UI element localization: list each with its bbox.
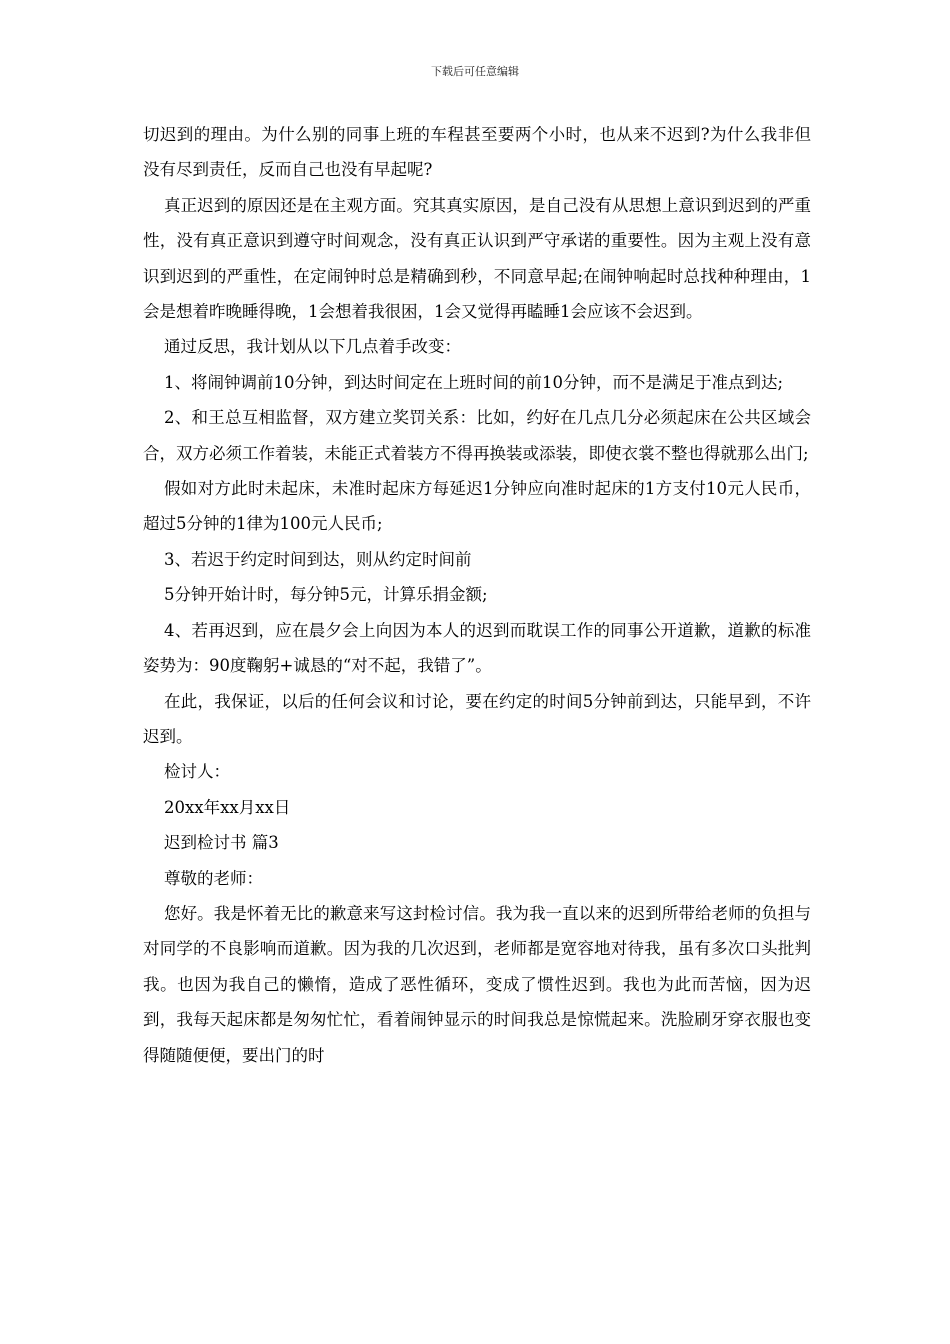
- paragraph-promise: 在此，我保证，以后的任何会议和讨论，要在约定的时间5分钟前到达，只能早到，不许迟到。: [143, 691, 811, 746]
- page-header-note: 下载后可任意编辑: [431, 65, 519, 78]
- salutation: 尊敬的老师：: [164, 868, 263, 888]
- paragraph-plan-intro: 通过反思，我计划从以下几点着手改变：: [164, 337, 461, 357]
- plan-item-4: 4、若再迟到，应在晨夕会上向因为本人的迟到而耽误工作的同事公开道歉，道歉的标准姿势为：90度鞠躬+诚恳的“对不起，我错了”。: [143, 620, 811, 676]
- paragraph-cause: 真正迟到的原因还是在主观方面。究其真实原因，是自己没有从思想上意识到迟到的严重性，没有真正意识到遵守时间观念，没有真正认识到严守承诺的重要性。因为主观上没有意识到迟到的严重性，在定闹钟时总是精确到秒，不同意早起;在闹钟响起时总找种种理由，1会是想着昨晚睡得晚，1会想着我很困，1会又觉得再瞌睡1会应该不会迟到。: [143, 195, 811, 322]
- paragraph-letter-body: 您好。我是怀着无比的歉意来写这封检讨信。我为我一直以来的迟到所带给老师的负担与对同学的不良影响而道歉。因为我的几次迟到，老师都是宽容地对待我，虽有多次口头批判我。也因为我自己的懒惰，造成了恶性循环，变成了惯性迟到。我也为此而苦恼，因为迟到，我每天起床都是匆匆忙忙，看着闹钟显示的时间我总是惊慌起来。洗脸刷牙穿衣服也变得随随便便，要出门的时: [143, 903, 811, 1065]
- section-title: 迟到检讨书 篇3: [164, 833, 279, 853]
- signature-label: 检讨人：: [164, 762, 230, 782]
- document-body: [143, 117, 811, 1073]
- plan-item-2: 2、和王总互相监督，双方建立奖罚关系：比如，约好在几点几分必须起床在公共区域会合，双方必须工作着装，未能正式着装方不得再换装或添装，即使衣裳不整也得就那么出门;: [143, 408, 811, 463]
- plan-item-1: 1、将闹钟调前10分钟，到达时间定在上班时间的前10分钟，而不是满足于准点到达;: [164, 372, 784, 392]
- plan-item-2-penalty: 假如对方此时未起床，未准时起床方每延迟1分钟应向准时起床的1方支付10元人民币，超过5分钟的1律为100元人民币;: [143, 479, 811, 534]
- plan-item-3: 3、若迟于约定时间到达，则从约定时间前: [164, 549, 472, 569]
- paragraph-continuation: 切迟到的理由。为什么别的同事上班的车程甚至要两个小时，也从来不迟到?为什么我非但没有尽到责任，反而自己也没有早起呢?: [143, 125, 811, 180]
- plan-item-3-detail: 5分钟开始计时，每分钟5元，计算乐捐金额;: [164, 585, 488, 605]
- signature-date: 20xx年xx月xx日: [164, 797, 291, 817]
